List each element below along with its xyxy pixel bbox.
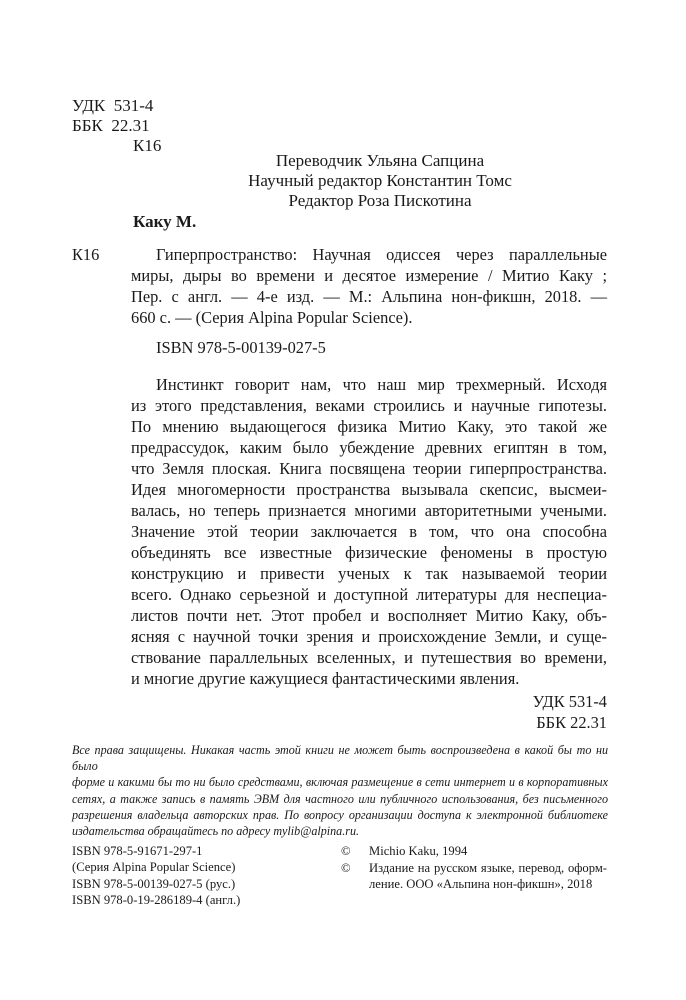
isbn-item: ISBN 978-0-19-286189-4 (англ.) [72, 892, 241, 907]
rights-notice [72, 742, 608, 839]
entry-mark: К16 [72, 245, 100, 264]
bottom-bbk: ББК 22.31 [536, 713, 607, 732]
entry-line: Пер. с англ. — 4-е изд. — М.: Альпина нон-фикшн, 2018. — [131, 287, 607, 306]
annotation-line: объединять все известные физические феномены в простую [131, 543, 607, 562]
catalog-entry [131, 244, 607, 328]
copyright-author: Michio Kaku, 1994 [369, 844, 468, 858]
annotation-line: из этого представления, веками строились и научные гипотезы. [131, 396, 607, 415]
bbk-line: ББК 22.31 [72, 116, 150, 135]
annotation [131, 374, 607, 689]
copyright-line: ление. ООО «Альпина нон-фикшн», 2018 [369, 876, 593, 891]
udk-line: УДК 531-4 [72, 96, 154, 115]
rights-line: сетях, а также запись в память ЭВМ для частного или публичного использования, без письменного [72, 791, 608, 806]
entry-line: миры, дыры во времени и десятое измерение / Митио Каку ; [131, 266, 607, 285]
isbn-item: ISBN 978-5-91671-297-1 [72, 844, 203, 858]
isbn-item: (Серия Alpina Popular Science) [72, 860, 236, 875]
annotation-line: что Земля плоская. Книга посвящена теории гиперпространства. [131, 459, 607, 478]
isbn-main: ISBN 978-5-00139-027-5 [156, 338, 326, 357]
credit-science-editor: Научный редактор Константин Томс [248, 171, 512, 190]
bottom-udk: УДК 531-4 [532, 692, 607, 711]
credit-editor: Редактор Роза Пискотина [288, 191, 472, 210]
annotation-line: По мнению выдающегося физика Митио Каку, это такой же [131, 417, 607, 436]
copyright-symbol: © [341, 860, 351, 875]
rights-line: разрешения владельца авторских прав. По вопросу организации доступа к электронной библиотеке [72, 807, 608, 822]
credits-block [180, 151, 580, 211]
author-heading: Каку М. [133, 212, 197, 231]
annotation-line: валась, но теперь признается многими авторитетными учеными. [131, 501, 607, 520]
author-mark: К16 [133, 136, 162, 155]
isbn-list [72, 843, 332, 908]
rights-line: издательства обращайтесь по адресу mylib@alpina.ru. [72, 824, 360, 839]
entry-line: Гиперпространство: Научная одиссея через параллельные [156, 245, 607, 264]
annotation-line: предрассудок, каким было убеждение древних египтян в том, [131, 438, 607, 457]
credit-translator: Переводчик Ульяна Сапцина [275, 151, 485, 170]
copyright-symbol: © [341, 844, 351, 858]
copyright-line: Издание на русском языке, перевод, оформ- [369, 860, 607, 875]
annotation-line: листов почти нет. Этот пробел и восполняет Митио Каку, объ- [131, 606, 607, 625]
copyright-publisher [369, 860, 607, 893]
annotation-line: Значение этой теории заключается в том, что она способна [131, 522, 607, 541]
bottom-classification [420, 691, 607, 733]
annotation-line: Инстинкт говорит нам, что наш мир трехмерный. Исходя [156, 375, 607, 394]
entry-line: 660 с. — (Серия Alpina Popular Science). [131, 308, 413, 327]
rights-line: Все права защищены. Никакая часть этой книги не может быть воспроизведена в какой бы то ни было [72, 743, 608, 774]
annotation-line: конструкцию и привести ученых к так называемой теории [131, 564, 607, 583]
annotation-line: и многие другие кажущиеся фантастическими явления. [131, 669, 520, 688]
annotation-line: ясняя с научной точки зрения и происхождение Земли, и суще- [131, 627, 607, 646]
classification-block [72, 96, 212, 156]
annotation-line: Идея многомерности пространства вызывала скепсис, высмеи- [131, 480, 607, 499]
annotation-line: всего. Однако серьезной и доступной литературы для неспециа- [131, 585, 607, 604]
rights-line: форме и какими бы то ни было средствами, включая размещение в сети интернет и в корпоративных [72, 775, 608, 790]
isbn-item: ISBN 978-5-00139-027-5 (рус.) [72, 876, 236, 891]
annotation-line: ствование параллельных вселенных, и путешествия во времени, [131, 648, 607, 667]
